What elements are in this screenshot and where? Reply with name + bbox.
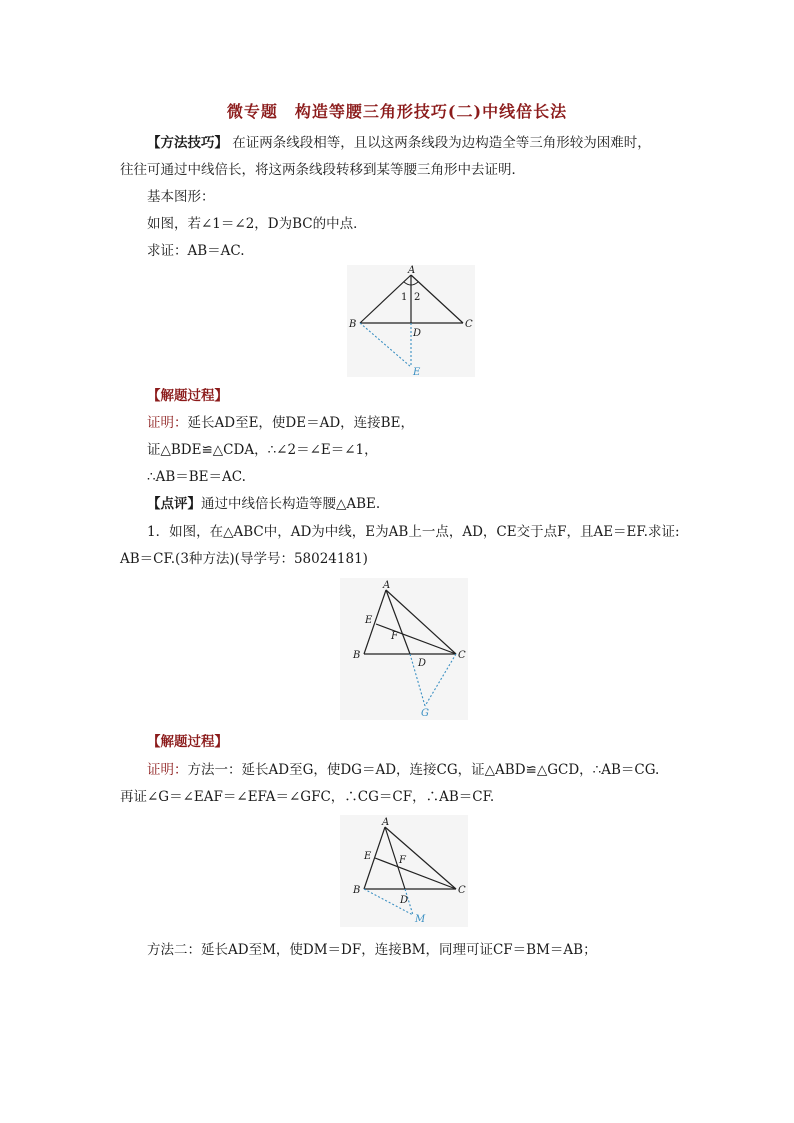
basic-given: 如图，若∠1＝∠2，D为BC的中点． [147, 216, 367, 232]
method-tag: 【方法技巧】 [147, 135, 228, 151]
fig1-label-A: A [408, 265, 416, 276]
basic-label: 基本图形： [147, 189, 215, 205]
fig1-label-B: B [349, 319, 357, 330]
page-title: 微专题 构造等腰三角形技巧(二)中线倍长法 [226, 102, 568, 121]
proof-label: 证明： [147, 415, 188, 431]
solution1-line-3: ∴AB＝BE＝AC. [147, 469, 246, 485]
solution1-text-1: 延长AD至E，使DE＝AD，连接BE， [187, 415, 414, 431]
basic-prove: 求证：AB＝AC. [147, 243, 245, 259]
fig3-label-F: F [399, 855, 406, 866]
fig2-label-F: F [391, 631, 398, 642]
fig1-label-E: E [413, 367, 421, 377]
problem1-line-2: AB＝CF.(3种方法)(导学号：58024181) [120, 551, 368, 567]
fig1-label-D: D [413, 328, 422, 339]
method-text-2: 往往可通过中线倍长，将这两条线段转移到某等腰三角形中去证明． [120, 162, 525, 178]
fig3-label-M: M [415, 914, 426, 925]
method-tip [147, 134, 651, 152]
solution1-line-1 [147, 414, 414, 432]
proof-label-2: 证明： [147, 762, 188, 778]
method-text-1: 在证两条线段相等，且以这两条线段为边构造全等三角形较为困难时， [232, 135, 651, 151]
fig3-label-E: E [364, 851, 372, 862]
figure-problem1 [340, 578, 468, 724]
fig2-label-B: B [353, 650, 361, 661]
fig1-angle-2: 2 [414, 292, 421, 303]
solution1-header: 【解题过程】 [147, 388, 228, 404]
figure-method2 [340, 815, 468, 931]
problem1-line-1: 1．如图，在△ABC中，AD为中线，E为AB上一点，AD，CE交于点F，且AE＝EF.求证: [147, 524, 680, 540]
review-text: 通过中线倍长构造等腰△ABE. [201, 496, 381, 512]
fig3-label-D: D [400, 895, 409, 906]
fig2-label-D: D [418, 658, 427, 669]
review-tag: 【点评】 [147, 496, 201, 512]
figure-basic [347, 265, 475, 381]
fig3-label-C: C [458, 885, 466, 896]
fig1-label-C: C [465, 319, 473, 330]
solution1-line-2: 证△BDE≌△CDA，∴∠2＝∠E＝∠1， [147, 442, 378, 458]
fig2-label-C: C [458, 650, 466, 661]
method2-text: 方法二：延长AD至M，使DM＝DF，连接BM，同理可证CF＝BM＝AB； [147, 942, 597, 958]
fig3-label-A: A [382, 817, 390, 828]
solution2-header: 【解题过程】 [147, 734, 228, 750]
solution2-line-1 [147, 761, 659, 779]
fig2-label-G: G [421, 708, 429, 719]
solution2-text-1: 方法一：延长AD至G，使DG＝AD，连接CG，证△ABD≌△GCD，∴AB＝CG. [187, 762, 660, 778]
fig2-label-A: A [383, 580, 391, 591]
fig1-angle-1: 1 [401, 292, 408, 303]
review [147, 495, 380, 513]
solution2-line-2: 再证∠G＝∠EAF＝∠EFA＝∠GFC，∴CG＝CF，∴AB＝CF. [120, 789, 495, 805]
fig2-label-E: E [365, 615, 373, 626]
fig3-label-B: B [353, 885, 361, 896]
